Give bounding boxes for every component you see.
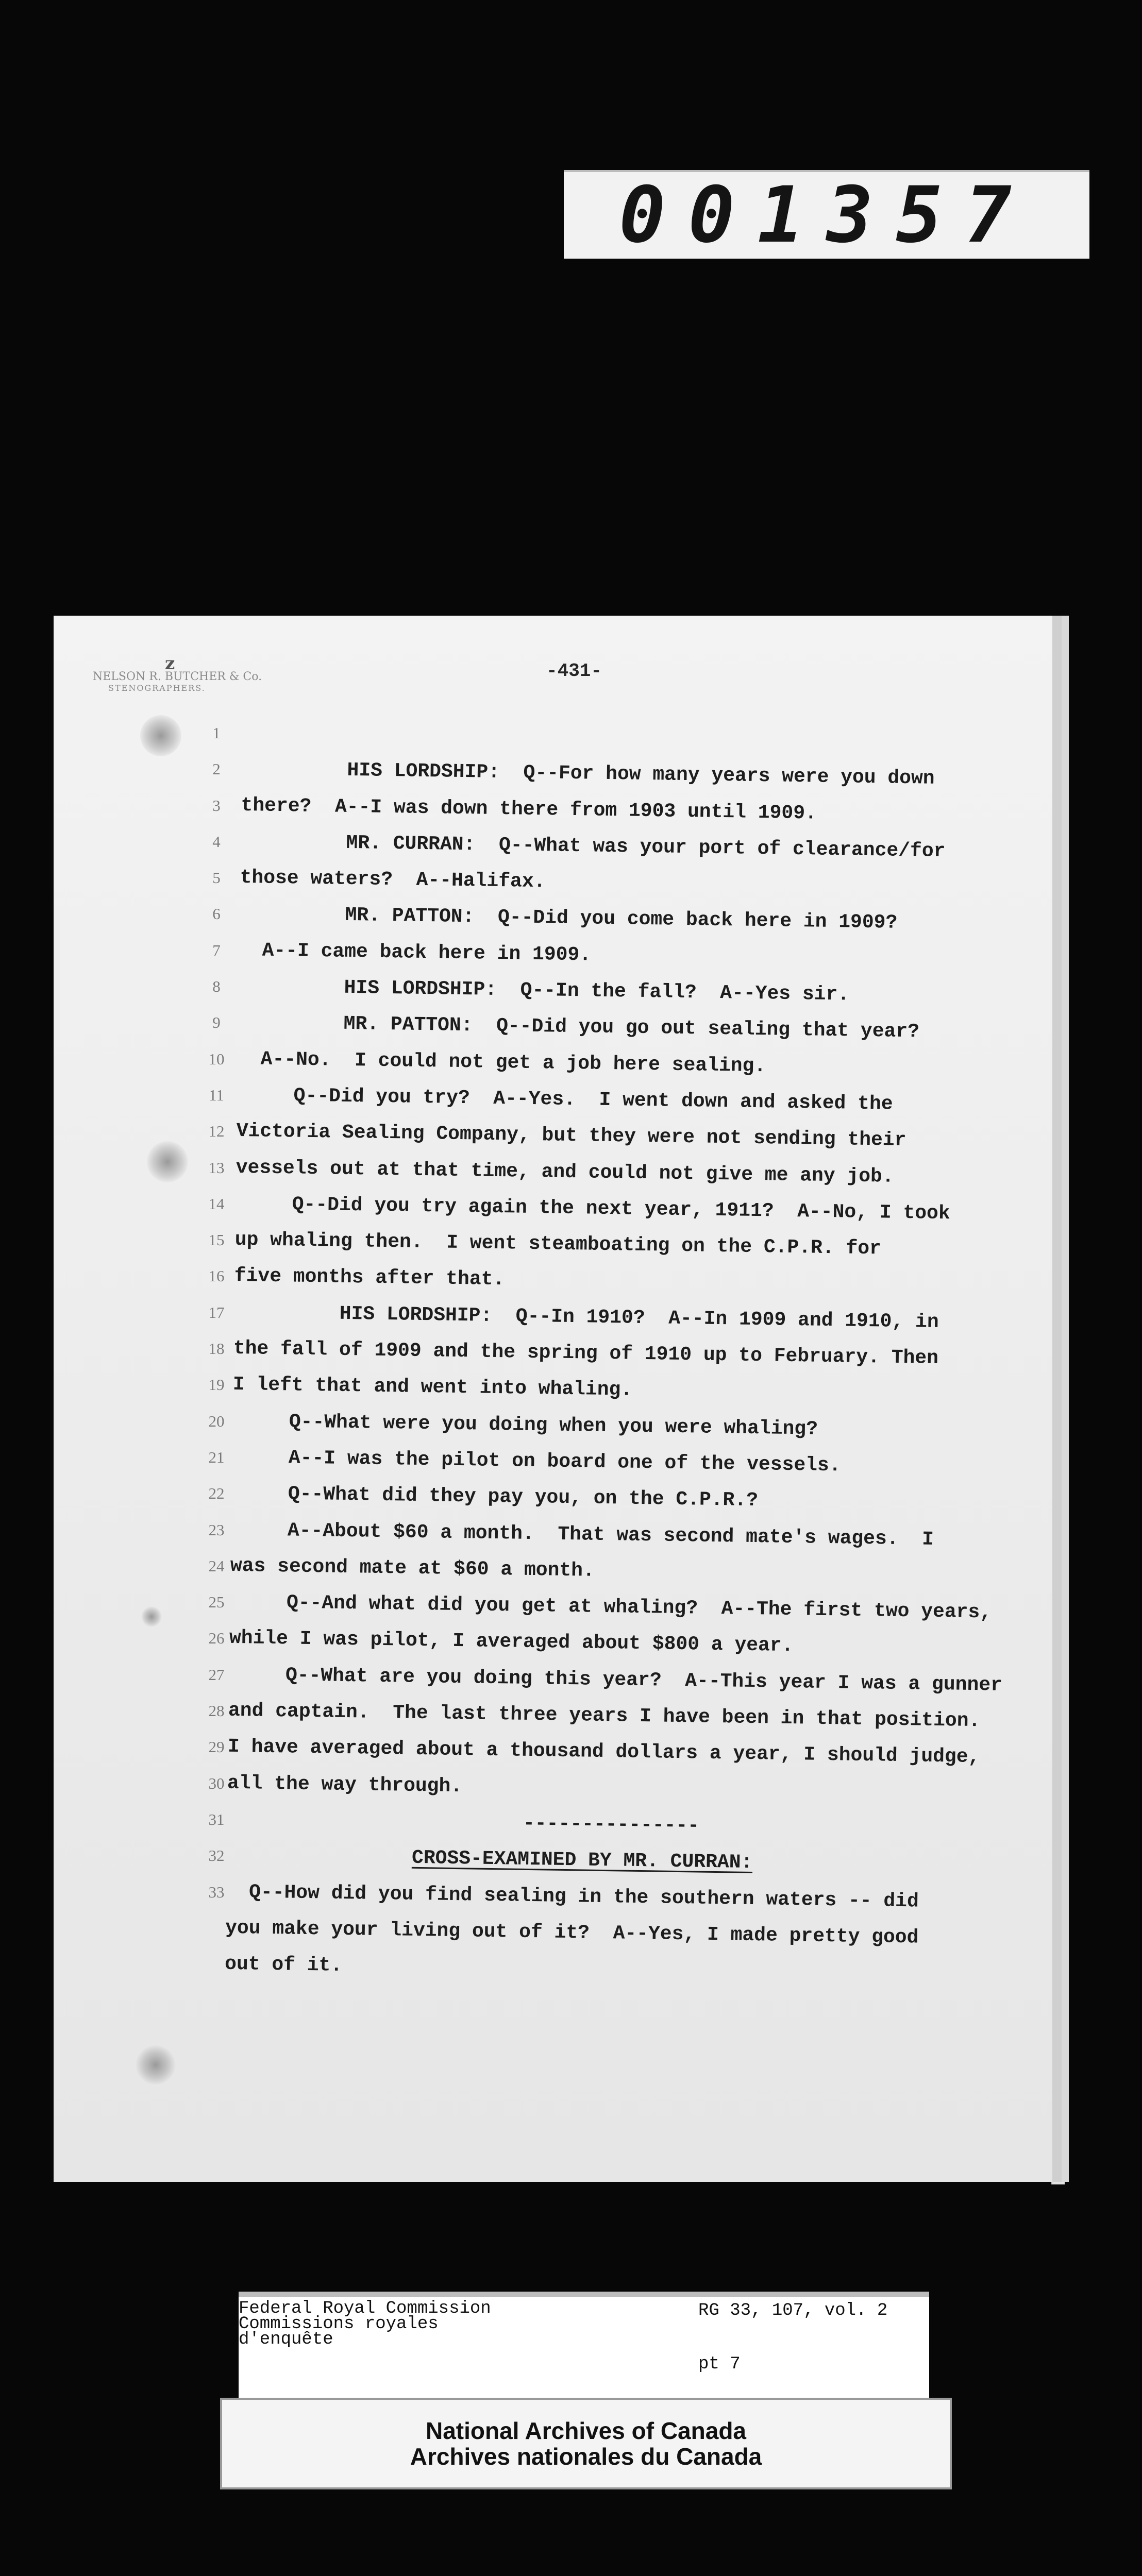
- text-line: HIS LORDSHIP: Q--In the fall? A--Yes sir.: [344, 976, 850, 1006]
- punch-hole-lower: [141, 1606, 162, 1627]
- archives-name-en: National Archives of Canada: [425, 2417, 746, 2444]
- section-rule: ---------------: [523, 1812, 700, 1837]
- text-line: HIS LORDSHIP: Q--In 1910? A--In 1909 and 1910, in: [339, 1302, 939, 1333]
- text-line: five months after that.: [234, 1265, 505, 1291]
- page-number: -431-: [546, 660, 602, 682]
- text-line: A--I was the pilot on board one of the vessels.: [288, 1447, 841, 1477]
- line-number: 19: [208, 1376, 225, 1394]
- text-line: out of it.: [224, 1953, 343, 1977]
- text-line: vessels out at that time, and could not give me any job.: [236, 1156, 894, 1188]
- text-line: all the way through.: [227, 1772, 463, 1798]
- text-line: was second mate at $60 a month.: [230, 1554, 595, 1582]
- line-number: 15: [208, 1231, 225, 1249]
- punch-hole-top: [140, 715, 181, 756]
- text-line: MR. PATTON: Q--Did you come back here in 1909?: [345, 904, 898, 935]
- letterhead-mark: z: [165, 653, 175, 674]
- line-number: 25: [208, 1593, 225, 1612]
- line-number: 7: [212, 941, 221, 959]
- part-number: pt 7: [698, 2354, 741, 2374]
- line-number: 31: [208, 1810, 225, 1828]
- transcript-body: [225, 715, 1046, 1994]
- text-line: Q--What are you doing this year? A--This year I was a gunner: [285, 1664, 1003, 1697]
- line-number: 11: [209, 1086, 224, 1104]
- line-number: 18: [208, 1340, 225, 1358]
- line-number: 27: [208, 1665, 225, 1684]
- text-line: Q--What were you doing when you were whaling?: [289, 1411, 818, 1440]
- line-number: 12: [208, 1122, 225, 1141]
- line-number: 6: [212, 905, 221, 923]
- line-number-column: [204, 715, 229, 1910]
- line-number: 22: [208, 1484, 225, 1503]
- text-line: A--About $60 a month. That was second mate's wages. I: [287, 1519, 934, 1551]
- text-line: Q--Did you try? A--Yes. I went down and asked the: [293, 1084, 893, 1115]
- collection-label-left: [239, 2301, 491, 2347]
- text-line: I left that and went into whaling.: [232, 1374, 633, 1402]
- text-line: you make your living out of it? A--Yes, I made pretty good: [225, 1917, 919, 1949]
- text-line: Q--How did you find sealing in the southern waters -- did: [248, 1880, 919, 1913]
- line-number: 33: [208, 1883, 225, 1901]
- text-line: A--No. I could not get a job here sealing.: [260, 1048, 766, 1077]
- line-number: 3: [212, 796, 221, 815]
- punch-hole-middle: [147, 1141, 188, 1182]
- line-number: 21: [208, 1448, 225, 1466]
- text-line: the fall of 1909 and the spring of 1910 up to February. Then: [233, 1337, 939, 1370]
- line-number: 13: [208, 1158, 225, 1177]
- line-number: 16: [208, 1267, 225, 1285]
- text-line: MR. PATTON: Q--Did you go out sealing that year?: [343, 1013, 920, 1043]
- text-line: A--I came back here in 1909.: [262, 939, 592, 967]
- record-group-ref: RG 33, 107, vol. 2: [698, 2301, 888, 2320]
- text-line: Victoria Sealing Company, but they were not sending their: [236, 1120, 906, 1152]
- letterhead: [93, 653, 299, 693]
- line-number: 30: [208, 1774, 225, 1792]
- line-number: 14: [208, 1194, 225, 1213]
- line-number: 2: [212, 760, 221, 778]
- text-line: Q--Did you try again the next year, 1911? A--No, I took: [292, 1193, 950, 1225]
- line-number: 1: [212, 724, 221, 742]
- letterhead-name: NELSON R. BUTCHER & Co.: [93, 670, 262, 683]
- punch-hole-bottom: [135, 2044, 176, 2086]
- line-number: 29: [208, 1738, 225, 1756]
- line-number: 10: [208, 1049, 225, 1068]
- text-line: there? A--I was down there from 1903 until 1909.: [241, 794, 817, 825]
- text-line: I have averaged about a thousand dollars a year, I should judge,: [227, 1736, 980, 1769]
- line-number: 24: [208, 1556, 225, 1575]
- text-line: Q--And what did you get at whaling? A--The first two years,: [286, 1591, 992, 1624]
- line-number: 8: [212, 977, 221, 996]
- commission-name-fr-2: d'enquête: [239, 2330, 333, 2349]
- line-number: 5: [212, 869, 221, 887]
- text-line: HIS LORDSHIP: Q--For how many years were you down: [347, 759, 935, 790]
- line-number: 17: [208, 1303, 225, 1321]
- commission-name-en: Federal Royal Commission: [239, 2299, 491, 2318]
- line-number: 9: [212, 1013, 221, 1032]
- text-line: Q--What did they pay you, on the C.P.R.?: [288, 1483, 759, 1512]
- collection-label: [239, 2292, 929, 2398]
- text-line: while I was pilot, I averaged about $800 a year.: [229, 1627, 794, 1657]
- line-number: 26: [208, 1629, 225, 1648]
- text-line: MR. CURRAN: Q--What was your port of clearance/for: [346, 832, 946, 862]
- archives-name-fr: Archives nationales du Canada: [410, 2443, 762, 2470]
- line-number: 32: [208, 1846, 225, 1865]
- commission-name-fr: Commissions royales: [239, 2314, 439, 2334]
- frame-number: 001357: [564, 170, 1089, 259]
- text-line: up whaling then. I went steamboating on the C.P.R. for: [234, 1229, 882, 1260]
- text-line: and captain. The last three years I have been in that position.: [228, 1699, 981, 1733]
- text-line: those waters? A--Halifax.: [240, 867, 546, 893]
- line-number: 4: [212, 832, 221, 851]
- line-number: 23: [208, 1520, 225, 1539]
- line-number: 20: [208, 1412, 225, 1430]
- archives-label: [220, 2398, 952, 2489]
- letterhead-subtitle: STENOGRAPHERS.: [108, 683, 206, 693]
- section-heading: CROSS-EXAMINED BY MR. CURRAN:: [411, 1847, 753, 1874]
- line-number: 28: [208, 1702, 225, 1720]
